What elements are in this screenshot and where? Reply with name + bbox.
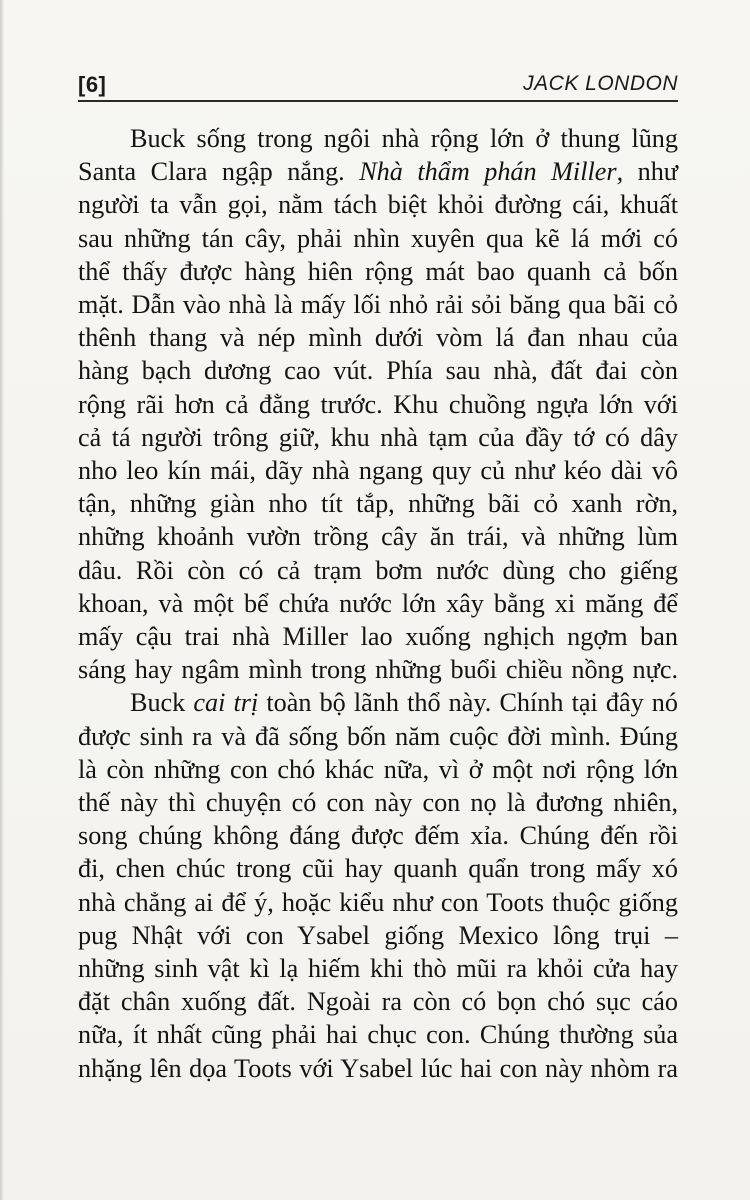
text-line xyxy=(78,952,678,985)
text-run: Buck sống trong ngôi nhà rộng lớn ở thung lũng xyxy=(130,124,678,153)
text-line xyxy=(78,421,678,454)
text-line xyxy=(78,554,678,587)
text-run: nho leo kín mái, dãy nhà ngang quy củ như kéo dài vô xyxy=(78,456,678,486)
text-run: là còn những con chó khác nữa, vì ở một nơi rộng lớn xyxy=(78,754,678,784)
text-line xyxy=(78,919,678,952)
text-line xyxy=(78,520,678,553)
text-run: mấy cậu trai nhà Miller lao xuống nghịch ngợm ban xyxy=(78,622,678,652)
text-run: pug Nhật với con Ysabel giống Mexico lông trụi – xyxy=(78,920,678,950)
body-text xyxy=(78,122,678,1085)
text-run: dâu. Rồi còn có cả trạm bơm nước dùng cho giếng xyxy=(78,555,678,585)
text-line xyxy=(78,1018,678,1051)
text-run: thênh thang và nép mình dưới vòm lá đan nhau của xyxy=(78,323,678,353)
text-line xyxy=(78,720,678,753)
text-line xyxy=(78,852,678,885)
text-line xyxy=(78,155,678,188)
text-line xyxy=(78,188,678,221)
text-line xyxy=(78,255,678,288)
text-run: những khoảnh vườn trồng cây ăn trái, và những lùm xyxy=(78,522,678,552)
text-run: rộng rãi hơn cả đằng trước. Khu chuồng ngựa lớn với xyxy=(78,389,678,419)
page-number: [6] xyxy=(78,72,107,97)
text-run: đi, chen chúc trong cũi hay quanh quẩn trong mấy xó xyxy=(78,854,678,884)
text-run: nữa, ít nhất cũng phải hai chục con. Chúng thường sủa xyxy=(78,1020,678,1050)
text-run: khoan, và một bể chứa nước lớn xây bằng xi măng để xyxy=(78,588,678,618)
running-title: JACK LONDON xyxy=(523,72,678,95)
text-run: nhà chẳng ai để ý, hoặc kiểu như con Toots thuộc giống xyxy=(78,887,678,917)
text-line xyxy=(78,587,678,620)
text-run: đặt chân xuống đất. Ngoài ra còn có bọn chó sục cáo xyxy=(78,987,678,1017)
paragraph xyxy=(78,686,678,1084)
text-run: thể thấy được hàng hiên rộng mát bao quanh cả bốn xyxy=(78,256,678,286)
text-line xyxy=(78,620,678,653)
paragraph xyxy=(78,122,678,686)
text-line xyxy=(78,222,678,255)
italic-text: Nhà thẩm phán Miller xyxy=(359,157,617,187)
text-line xyxy=(78,288,678,321)
text-line xyxy=(78,786,678,819)
text-run: sáng hay ngâm mình trong những buổi chiều nồng nực. xyxy=(78,655,678,685)
text-line xyxy=(78,321,678,354)
text-line xyxy=(78,985,678,1018)
text-line xyxy=(78,653,678,686)
text-line xyxy=(78,886,678,919)
text-run: nhặng lên dọa Toots với Ysabel lúc hai con này nhòm ra xyxy=(78,1053,678,1083)
text-run: cả tá người trông giữ, khu nhà tạm của đầy tớ có dây xyxy=(78,422,678,452)
page-gutter-shadow xyxy=(0,0,4,1200)
text-line xyxy=(78,819,678,852)
text-line xyxy=(78,354,678,387)
text-run: những sinh vật kì lạ hiếm khi thò mũi ra khỏi cửa hay xyxy=(78,954,678,984)
running-header xyxy=(78,62,678,102)
text-line xyxy=(78,388,678,421)
text-run: toàn bộ lãnh thổ này. Chính tại đây nó xyxy=(258,688,678,718)
text-line xyxy=(78,122,678,155)
text-run: được sinh ra và đã sống bốn năm cuộc đời mình. Đúng xyxy=(78,721,678,751)
text-run: song chúng không đáng được đếm xỉa. Chúng đến rồi xyxy=(78,821,678,851)
text-line xyxy=(78,454,678,487)
text-run: người ta vẫn gọi, nằm tách biệt khỏi đường cái, khuất xyxy=(78,190,678,220)
text-line xyxy=(78,753,678,786)
text-run: thế này thì chuyện có con này con nọ là đương nhiên, xyxy=(78,788,678,818)
text-run: Santa Clara ngập nắng. xyxy=(78,157,360,187)
text-line xyxy=(78,1052,678,1085)
text-run: , như xyxy=(616,157,678,187)
text-line xyxy=(78,487,678,520)
header-rule xyxy=(78,100,678,102)
italic-text: cai trị xyxy=(193,688,259,718)
text-run: sau những tán cây, phải nhìn xuyên qua kẽ lá mới có xyxy=(78,223,678,253)
text-run: hàng bạch dương cao vút. Phía sau nhà, đất đai còn xyxy=(78,356,678,386)
text-run: mặt. Dẫn vào nhà là mấy lối nhỏ rải sỏi băng qua bãi cỏ xyxy=(78,290,678,320)
text-run: tận, những giàn nho tít tắp, những bãi cỏ xanh rờn, xyxy=(78,489,678,519)
text-run: Buck xyxy=(130,688,194,718)
text-line xyxy=(78,686,678,719)
